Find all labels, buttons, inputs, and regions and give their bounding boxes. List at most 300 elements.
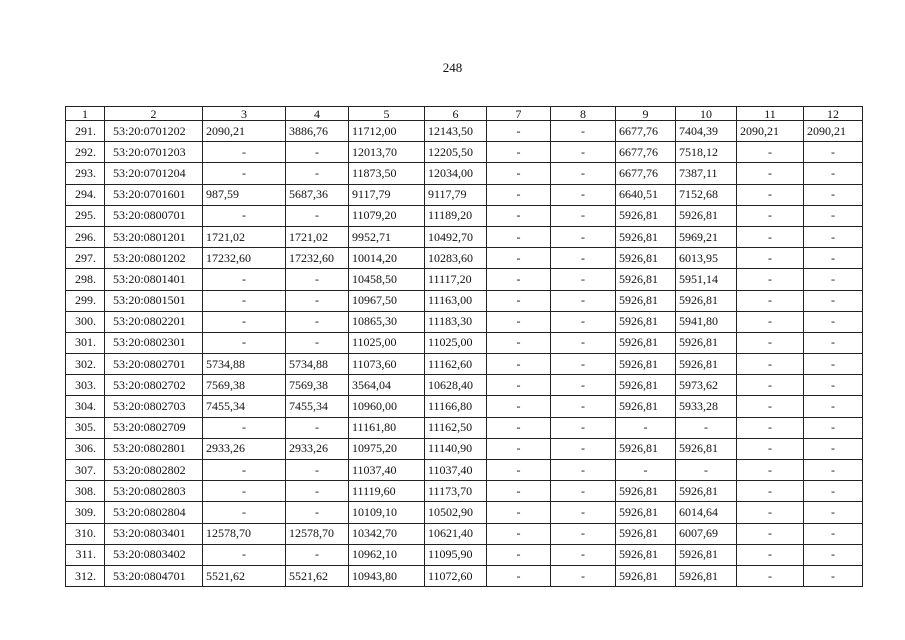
table-cell-col-12: - bbox=[804, 269, 863, 290]
table-cell-col-2: 53:20:0701601 bbox=[105, 184, 203, 205]
table-cell-col-1: 309. bbox=[66, 502, 105, 523]
table-cell-col-12: - bbox=[804, 142, 863, 163]
table-cell-col-11: - bbox=[737, 565, 804, 586]
table-cell-col-5: 10960,00 bbox=[349, 396, 425, 417]
table-cell-col-7: - bbox=[487, 121, 551, 142]
table-cell-col-7: - bbox=[487, 205, 551, 226]
table-row bbox=[66, 375, 863, 396]
table-cell-col-6: 10492,70 bbox=[425, 226, 487, 247]
table-cell-col-9: 5926,81 bbox=[616, 396, 676, 417]
table-cell-col-9: 5926,81 bbox=[616, 375, 676, 396]
table-cell-col-12: - bbox=[804, 375, 863, 396]
table-cell-col-10: 5951,14 bbox=[676, 269, 737, 290]
table-cell-col-5: 11073,60 bbox=[349, 354, 425, 375]
table-cell-col-12: - bbox=[804, 311, 863, 332]
column-header-7: 7 bbox=[487, 107, 551, 121]
table-cell-col-7: - bbox=[487, 544, 551, 565]
table-cell-col-2: 53:20:0803401 bbox=[105, 523, 203, 544]
table-cell-col-5: 11079,20 bbox=[349, 205, 425, 226]
table-cell-col-7: - bbox=[487, 332, 551, 353]
table-cell-col-11: - bbox=[737, 544, 804, 565]
table-cell-col-6: 11166,80 bbox=[425, 396, 487, 417]
table-cell-col-3: - bbox=[203, 311, 286, 332]
table-cell-col-7: - bbox=[487, 375, 551, 396]
table-cell-col-9: - bbox=[616, 417, 676, 438]
table-cell-col-4: 3886,76 bbox=[286, 121, 349, 142]
table-cell-col-3: - bbox=[203, 332, 286, 353]
table-cell-col-1: 297. bbox=[66, 248, 105, 269]
table-cell-col-8: - bbox=[551, 205, 616, 226]
table-cell-col-1: 301. bbox=[66, 332, 105, 353]
column-header-2: 2 bbox=[105, 107, 203, 121]
table-cell-col-9: 5926,81 bbox=[616, 269, 676, 290]
table-cell-col-11: - bbox=[737, 184, 804, 205]
table-cell-col-10: 5926,81 bbox=[676, 290, 737, 311]
table-cell-col-4: - bbox=[286, 460, 349, 481]
table-row bbox=[66, 226, 863, 247]
table-cell-col-9: 6677,76 bbox=[616, 163, 676, 184]
table-cell-col-2: 53:20:0701204 bbox=[105, 163, 203, 184]
table-cell-col-4: - bbox=[286, 481, 349, 502]
table-cell-col-7: - bbox=[487, 184, 551, 205]
table-cell-col-7: - bbox=[487, 460, 551, 481]
table-cell-col-8: - bbox=[551, 438, 616, 459]
table-cell-col-11: - bbox=[737, 438, 804, 459]
table-cell-col-12: - bbox=[804, 502, 863, 523]
table-cell-col-3: - bbox=[203, 502, 286, 523]
table-cell-col-6: 11037,40 bbox=[425, 460, 487, 481]
table-cell-col-3: - bbox=[203, 544, 286, 565]
table-cell-col-10: 5926,81 bbox=[676, 544, 737, 565]
table-cell-col-2: 53:20:0802709 bbox=[105, 417, 203, 438]
table-cell-col-3: 2933,26 bbox=[203, 438, 286, 459]
table-cell-col-5: 11161,80 bbox=[349, 417, 425, 438]
table-cell-col-6: 11117,20 bbox=[425, 269, 487, 290]
table-cell-col-5: 10109,10 bbox=[349, 502, 425, 523]
table-cell-col-4: 1721,02 bbox=[286, 226, 349, 247]
table-cell-col-2: 53:20:0800701 bbox=[105, 205, 203, 226]
table-row bbox=[66, 269, 863, 290]
table-cell-col-6: 11140,90 bbox=[425, 438, 487, 459]
table-cell-col-7: - bbox=[487, 502, 551, 523]
table-cell-col-10: 5926,81 bbox=[676, 438, 737, 459]
table-cell-col-10: - bbox=[676, 417, 737, 438]
table-cell-col-2: 53:20:0802701 bbox=[105, 354, 203, 375]
table-cell-col-10: 5926,81 bbox=[676, 565, 737, 586]
table-cell-col-12: - bbox=[804, 248, 863, 269]
table-cell-col-6: 11163,00 bbox=[425, 290, 487, 311]
table-cell-col-7: - bbox=[487, 311, 551, 332]
page-number: 248 bbox=[442, 60, 463, 75]
table-cell-col-6: 12034,00 bbox=[425, 163, 487, 184]
table-cell-col-10: 7518,12 bbox=[676, 142, 737, 163]
table-cell-col-11: - bbox=[737, 248, 804, 269]
table-cell-col-2: 53:20:0803402 bbox=[105, 544, 203, 565]
header-row bbox=[66, 107, 863, 121]
table-cell-col-3: 5734,88 bbox=[203, 354, 286, 375]
table-cell-col-11: - bbox=[737, 396, 804, 417]
table-cell-col-9: - bbox=[616, 460, 676, 481]
table-cell-col-9: 5926,81 bbox=[616, 523, 676, 544]
table-cell-col-2: 53:20:0701202 bbox=[105, 121, 203, 142]
table-cell-col-12: - bbox=[804, 290, 863, 311]
table-row bbox=[66, 544, 863, 565]
table-cell-col-11: - bbox=[737, 205, 804, 226]
cadastral-value-table bbox=[65, 106, 863, 587]
table-cell-col-9: 5926,81 bbox=[616, 354, 676, 375]
table-cell-col-11: - bbox=[737, 417, 804, 438]
table-cell-col-6: 11072,60 bbox=[425, 565, 487, 586]
table-cell-col-3: 17232,60 bbox=[203, 248, 286, 269]
table-cell-col-9: 6677,76 bbox=[616, 142, 676, 163]
table-cell-col-7: - bbox=[487, 163, 551, 184]
column-header-9: 9 bbox=[616, 107, 676, 121]
table-cell-col-7: - bbox=[487, 417, 551, 438]
table-cell-col-1: 298. bbox=[66, 269, 105, 290]
table-cell-col-1: 294. bbox=[66, 184, 105, 205]
table-cell-col-1: 312. bbox=[66, 565, 105, 586]
table-cell-col-2: 53:20:0801501 bbox=[105, 290, 203, 311]
table-cell-col-9: 6640,51 bbox=[616, 184, 676, 205]
table-cell-col-11: - bbox=[737, 290, 804, 311]
table-cell-col-3: 7569,38 bbox=[203, 375, 286, 396]
table-cell-col-9: 5926,81 bbox=[616, 332, 676, 353]
table-cell-col-11: - bbox=[737, 311, 804, 332]
table-cell-col-6: 11189,20 bbox=[425, 205, 487, 226]
table-cell-col-2: 53:20:0804701 bbox=[105, 565, 203, 586]
table-cell-col-8: - bbox=[551, 523, 616, 544]
table-cell-col-5: 3564,04 bbox=[349, 375, 425, 396]
table-cell-col-1: 299. bbox=[66, 290, 105, 311]
table-cell-col-4: - bbox=[286, 205, 349, 226]
table-cell-col-1: 307. bbox=[66, 460, 105, 481]
table-cell-col-1: 306. bbox=[66, 438, 105, 459]
table-cell-col-10: 5973,62 bbox=[676, 375, 737, 396]
table-cell-col-1: 291. bbox=[66, 121, 105, 142]
table-cell-col-12: - bbox=[804, 205, 863, 226]
table-cell-col-7: - bbox=[487, 354, 551, 375]
table-cell-col-7: - bbox=[487, 438, 551, 459]
table-cell-col-2: 53:20:0801401 bbox=[105, 269, 203, 290]
table-cell-col-10: 5941,80 bbox=[676, 311, 737, 332]
table-cell-col-6: 11162,50 bbox=[425, 417, 487, 438]
table-cell-col-11: - bbox=[737, 163, 804, 184]
table-cell-col-5: 12013,70 bbox=[349, 142, 425, 163]
table-cell-col-4: 5521,62 bbox=[286, 565, 349, 586]
table-cell-col-5: 10014,20 bbox=[349, 248, 425, 269]
table-cell-col-3: - bbox=[203, 142, 286, 163]
table-cell-col-6: 9117,79 bbox=[425, 184, 487, 205]
table-cell-col-8: - bbox=[551, 481, 616, 502]
table-cell-col-10: 6007,69 bbox=[676, 523, 737, 544]
column-header-8: 8 bbox=[551, 107, 616, 121]
table-cell-col-12: - bbox=[804, 523, 863, 544]
table-cell-col-3: - bbox=[203, 163, 286, 184]
table-cell-col-10: 5926,81 bbox=[676, 205, 737, 226]
table-cell-col-12: - bbox=[804, 354, 863, 375]
table-cell-col-6: 12205,50 bbox=[425, 142, 487, 163]
table-cell-col-4: 12578,70 bbox=[286, 523, 349, 544]
table-cell-col-9: 5926,81 bbox=[616, 311, 676, 332]
table-cell-col-5: 10342,70 bbox=[349, 523, 425, 544]
table-cell-col-3: 2090,21 bbox=[203, 121, 286, 142]
table-cell-col-8: - bbox=[551, 163, 616, 184]
table-cell-col-9: 6677,76 bbox=[616, 121, 676, 142]
table-cell-col-6: 11162,60 bbox=[425, 354, 487, 375]
table-cell-col-2: 53:20:0802703 bbox=[105, 396, 203, 417]
table-cell-col-1: 303. bbox=[66, 375, 105, 396]
table-cell-col-9: 5926,81 bbox=[616, 481, 676, 502]
table-row bbox=[66, 121, 863, 142]
column-header-11: 11 bbox=[737, 107, 804, 121]
column-header-1: 1 bbox=[66, 107, 105, 121]
table-row bbox=[66, 354, 863, 375]
table-cell-col-7: - bbox=[487, 396, 551, 417]
table-cell-col-1: 292. bbox=[66, 142, 105, 163]
table-cell-col-8: - bbox=[551, 142, 616, 163]
table-row bbox=[66, 502, 863, 523]
table-cell-col-12: - bbox=[804, 163, 863, 184]
table-cell-col-2: 53:20:0802201 bbox=[105, 311, 203, 332]
table-cell-col-6: 12143,50 bbox=[425, 121, 487, 142]
table-cell-col-6: 11173,70 bbox=[425, 481, 487, 502]
table-cell-col-11: - bbox=[737, 523, 804, 544]
table-cell-col-2: 53:20:0802702 bbox=[105, 375, 203, 396]
table-cell-col-5: 10962,10 bbox=[349, 544, 425, 565]
table-cell-col-7: - bbox=[487, 226, 551, 247]
table-cell-col-8: - bbox=[551, 375, 616, 396]
table-cell-col-11: - bbox=[737, 269, 804, 290]
table-cell-col-10: 5926,81 bbox=[676, 354, 737, 375]
table-cell-col-3: - bbox=[203, 205, 286, 226]
table-cell-col-9: 5926,81 bbox=[616, 565, 676, 586]
table-row bbox=[66, 481, 863, 502]
table-cell-col-10: 5969,21 bbox=[676, 226, 737, 247]
table-cell-col-10: 7404,39 bbox=[676, 121, 737, 142]
table-cell-col-10: 7387,11 bbox=[676, 163, 737, 184]
table-cell-col-3: 5521,62 bbox=[203, 565, 286, 586]
table-cell-col-4: - bbox=[286, 142, 349, 163]
table-cell-col-9: 5926,81 bbox=[616, 290, 676, 311]
table-cell-col-5: 11025,00 bbox=[349, 332, 425, 353]
table-cell-col-3: - bbox=[203, 481, 286, 502]
table-cell-col-5: 9952,71 bbox=[349, 226, 425, 247]
table-cell-col-9: 5926,81 bbox=[616, 544, 676, 565]
table-row bbox=[66, 142, 863, 163]
table-cell-col-8: - bbox=[551, 502, 616, 523]
table-cell-col-4: - bbox=[286, 269, 349, 290]
table-cell-col-2: 53:20:0802301 bbox=[105, 332, 203, 353]
table-cell-col-4: 5687,36 bbox=[286, 184, 349, 205]
table-cell-col-12: - bbox=[804, 332, 863, 353]
table-cell-col-2: 53:20:0802804 bbox=[105, 502, 203, 523]
table-cell-col-12: - bbox=[804, 565, 863, 586]
column-header-3: 3 bbox=[203, 107, 286, 121]
table-cell-col-12: - bbox=[804, 226, 863, 247]
table-cell-col-1: 295. bbox=[66, 205, 105, 226]
table-cell-col-10: 5933,28 bbox=[676, 396, 737, 417]
table-cell-col-12: - bbox=[804, 481, 863, 502]
table-cell-col-6: 10628,40 bbox=[425, 375, 487, 396]
table-row bbox=[66, 248, 863, 269]
table-cell-col-12: 2090,21 bbox=[804, 121, 863, 142]
table-cell-col-10: 6013,95 bbox=[676, 248, 737, 269]
table-cell-col-3: 987,59 bbox=[203, 184, 286, 205]
table-row bbox=[66, 163, 863, 184]
table-cell-col-1: 296. bbox=[66, 226, 105, 247]
table-cell-col-7: - bbox=[487, 248, 551, 269]
table-cell-col-4: - bbox=[286, 311, 349, 332]
table-cell-col-10: 7152,68 bbox=[676, 184, 737, 205]
table-cell-col-5: 11873,50 bbox=[349, 163, 425, 184]
table-cell-col-8: - bbox=[551, 311, 616, 332]
table-cell-col-5: 10458,50 bbox=[349, 269, 425, 290]
table-cell-col-6: 10283,60 bbox=[425, 248, 487, 269]
table-cell-col-5: 11712,00 bbox=[349, 121, 425, 142]
table-cell-col-5: 10967,50 bbox=[349, 290, 425, 311]
table-cell-col-12: - bbox=[804, 544, 863, 565]
table-cell-col-6: 10621,40 bbox=[425, 523, 487, 544]
table-cell-col-3: - bbox=[203, 460, 286, 481]
table-cell-col-8: - bbox=[551, 332, 616, 353]
column-header-4: 4 bbox=[286, 107, 349, 121]
table-cell-col-3: - bbox=[203, 417, 286, 438]
table-cell-col-6: 11095,90 bbox=[425, 544, 487, 565]
table-cell-col-12: - bbox=[804, 460, 863, 481]
table-cell-col-7: - bbox=[487, 142, 551, 163]
table-cell-col-8: - bbox=[551, 269, 616, 290]
table-cell-col-8: - bbox=[551, 396, 616, 417]
table-cell-col-5: 11119,60 bbox=[349, 481, 425, 502]
table-row bbox=[66, 523, 863, 544]
table-cell-col-8: - bbox=[551, 121, 616, 142]
table-cell-col-8: - bbox=[551, 226, 616, 247]
table-cell-col-11: 2090,21 bbox=[737, 121, 804, 142]
table-cell-col-4: - bbox=[286, 290, 349, 311]
table-cell-col-9: 5926,81 bbox=[616, 502, 676, 523]
column-header-6: 6 bbox=[425, 107, 487, 121]
table-cell-col-1: 311. bbox=[66, 544, 105, 565]
table-body bbox=[66, 121, 863, 587]
table-cell-col-3: - bbox=[203, 290, 286, 311]
table-cell-col-8: - bbox=[551, 460, 616, 481]
table-cell-col-2: 53:20:0802803 bbox=[105, 481, 203, 502]
table-cell-col-3: 12578,70 bbox=[203, 523, 286, 544]
column-header-12: 12 bbox=[804, 107, 863, 121]
table-cell-col-5: 11037,40 bbox=[349, 460, 425, 481]
table-cell-col-9: 5926,81 bbox=[616, 226, 676, 247]
table-cell-col-12: - bbox=[804, 438, 863, 459]
table-cell-col-2: 53:20:0701203 bbox=[105, 142, 203, 163]
table-cell-col-3: 1721,02 bbox=[203, 226, 286, 247]
column-header-10: 10 bbox=[676, 107, 737, 121]
table-cell-col-8: - bbox=[551, 248, 616, 269]
table-cell-col-8: - bbox=[551, 417, 616, 438]
table-cell-col-8: - bbox=[551, 565, 616, 586]
table-row bbox=[66, 460, 863, 481]
table-cell-col-9: 5926,81 bbox=[616, 248, 676, 269]
table-cell-col-7: - bbox=[487, 481, 551, 502]
table-cell-col-6: 11025,00 bbox=[425, 332, 487, 353]
table-row bbox=[66, 565, 863, 586]
table-row bbox=[66, 290, 863, 311]
table-cell-col-2: 53:20:0801201 bbox=[105, 226, 203, 247]
table-cell-col-9: 5926,81 bbox=[616, 438, 676, 459]
column-header-5: 5 bbox=[349, 107, 425, 121]
table-cell-col-11: - bbox=[737, 142, 804, 163]
table-cell-col-7: - bbox=[487, 523, 551, 544]
table-cell-col-5: 9117,79 bbox=[349, 184, 425, 205]
table-cell-col-1: 305. bbox=[66, 417, 105, 438]
table-cell-col-4: - bbox=[286, 332, 349, 353]
table-cell-col-9: 5926,81 bbox=[616, 205, 676, 226]
table-cell-col-4: 5734,88 bbox=[286, 354, 349, 375]
table-cell-col-12: - bbox=[804, 417, 863, 438]
table-cell-col-6: 11183,30 bbox=[425, 311, 487, 332]
table-cell-col-2: 53:20:0801202 bbox=[105, 248, 203, 269]
table-cell-col-2: 53:20:0802802 bbox=[105, 460, 203, 481]
table-cell-col-8: - bbox=[551, 290, 616, 311]
table-cell-col-1: 293. bbox=[66, 163, 105, 184]
table-cell-col-8: - bbox=[551, 544, 616, 565]
table-cell-col-7: - bbox=[487, 565, 551, 586]
table-cell-col-6: 10502,90 bbox=[425, 502, 487, 523]
table-cell-col-1: 302. bbox=[66, 354, 105, 375]
table-cell-col-4: - bbox=[286, 502, 349, 523]
table-cell-col-11: - bbox=[737, 375, 804, 396]
table-cell-col-10: - bbox=[676, 460, 737, 481]
table-cell-col-4: 17232,60 bbox=[286, 248, 349, 269]
table-row bbox=[66, 417, 863, 438]
table-cell-col-7: - bbox=[487, 290, 551, 311]
table-row bbox=[66, 332, 863, 353]
table-cell-col-1: 308. bbox=[66, 481, 105, 502]
table-cell-col-10: 6014,64 bbox=[676, 502, 737, 523]
table-cell-col-1: 310. bbox=[66, 523, 105, 544]
table-cell-col-11: - bbox=[737, 332, 804, 353]
table-cell-col-2: 53:20:0802801 bbox=[105, 438, 203, 459]
table-cell-col-12: - bbox=[804, 396, 863, 417]
table-cell-col-5: 10943,80 bbox=[349, 565, 425, 586]
table-row bbox=[66, 205, 863, 226]
table-row bbox=[66, 184, 863, 205]
table-cell-col-4: 2933,26 bbox=[286, 438, 349, 459]
table-cell-col-4: - bbox=[286, 417, 349, 438]
table-cell-col-4: - bbox=[286, 163, 349, 184]
table-cell-col-10: 5926,81 bbox=[676, 332, 737, 353]
table-cell-col-11: - bbox=[737, 226, 804, 247]
table-cell-col-11: - bbox=[737, 481, 804, 502]
table-cell-col-11: - bbox=[737, 354, 804, 375]
table-row bbox=[66, 396, 863, 417]
table-cell-col-4: 7569,38 bbox=[286, 375, 349, 396]
table-row bbox=[66, 311, 863, 332]
table-cell-col-1: 300. bbox=[66, 311, 105, 332]
table-cell-col-5: 10975,20 bbox=[349, 438, 425, 459]
table-cell-col-8: - bbox=[551, 354, 616, 375]
table-row bbox=[66, 438, 863, 459]
table-cell-col-1: 304. bbox=[66, 396, 105, 417]
table-cell-col-12: - bbox=[804, 184, 863, 205]
table-cell-col-3: - bbox=[203, 269, 286, 290]
table-cell-col-11: - bbox=[737, 460, 804, 481]
table-cell-col-4: - bbox=[286, 544, 349, 565]
table-cell-col-10: 5926,81 bbox=[676, 481, 737, 502]
table-cell-col-5: 10865,30 bbox=[349, 311, 425, 332]
table-cell-col-8: - bbox=[551, 184, 616, 205]
table-cell-col-3: 7455,34 bbox=[203, 396, 286, 417]
table-cell-col-7: - bbox=[487, 269, 551, 290]
